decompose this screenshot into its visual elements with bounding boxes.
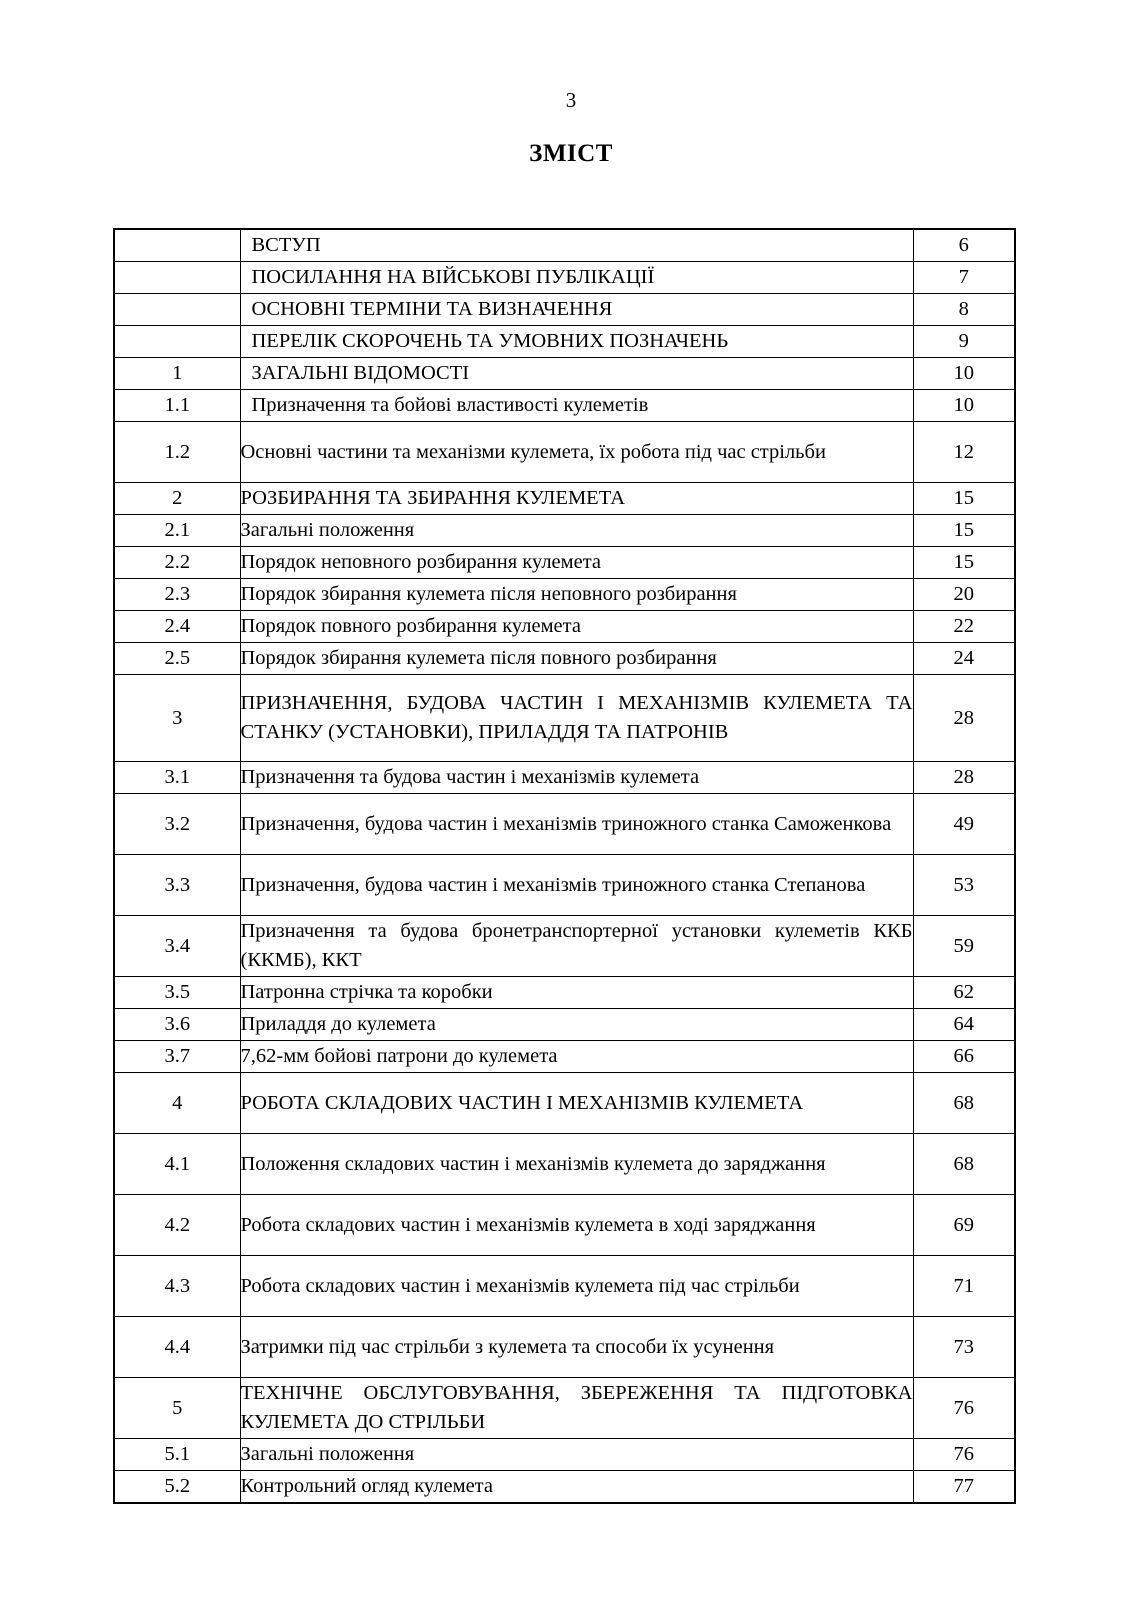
table-row [114, 294, 1015, 326]
toc-entry-title [240, 977, 913, 1009]
toc-entry-title-text: Порядок збирання кулемета після неповного розбирання [240, 583, 737, 605]
toc-entry-title [240, 1195, 913, 1256]
table-row [114, 262, 1015, 294]
toc-entry-title-text: 7,62-мм бойові патрони до кулемета [240, 1045, 558, 1067]
toc-section-number: 3.4 [114, 916, 240, 977]
toc-section-number: 4 [114, 1073, 240, 1134]
table-row [114, 1041, 1015, 1073]
toc-entry-title-text: Порядок неповного розбирання кулемета [240, 551, 602, 573]
toc-entry-title [240, 855, 913, 916]
toc-section-number: 2 [114, 483, 240, 515]
table-row [114, 1009, 1015, 1041]
table-row [114, 1317, 1015, 1378]
table-row [114, 1256, 1015, 1317]
toc-page-number: 64 [913, 1009, 1015, 1041]
toc-section-number: 2.4 [114, 611, 240, 643]
toc-entry-title-text: Порядок повного розбирання кулемета [240, 615, 581, 637]
toc-section-number: 3.5 [114, 977, 240, 1009]
toc-page-number: 15 [913, 515, 1015, 547]
table-row [114, 1471, 1015, 1504]
toc-entry-title [240, 611, 913, 643]
toc-section-number: 3.7 [114, 1041, 240, 1073]
table-row [114, 1134, 1015, 1195]
toc-entry-title-text: ПЕРЕЛІК СКОРОЧЕНЬ ТА УМОВНИХ ПОЗНАЧЕНЬ [251, 330, 729, 352]
toc-page-number: 53 [913, 855, 1015, 916]
toc-entry-title-text: ОСНОВНІ ТЕРМІНИ ТА ВИЗНАЧЕННЯ [251, 298, 613, 320]
toc-page-number: 8 [913, 294, 1015, 326]
toc-entry-title-text: Контрольний огляд кулемета [240, 1475, 493, 1497]
toc-page-number: 10 [913, 358, 1015, 390]
toc-section-number: 1 [114, 358, 240, 390]
toc-section-number: 4.2 [114, 1195, 240, 1256]
toc-entry-title [240, 1041, 913, 1073]
table-row [114, 390, 1015, 422]
toc-section-number: 3.2 [114, 794, 240, 855]
toc-entry-title [240, 515, 913, 547]
table-row [114, 229, 1015, 262]
toc-entry-title-text: Основні частини та механізми кулемета, їх робота під час стрільби [240, 440, 826, 463]
toc-page-number: 20 [913, 579, 1015, 611]
toc-entry-title-text: Затримки під час стрільби з кулемета та способи їх усунення [240, 1335, 775, 1358]
toc-page-number: 15 [913, 483, 1015, 515]
table-row [114, 762, 1015, 794]
table-row [114, 916, 1015, 977]
toc-table [113, 228, 1016, 1504]
toc-entry-title-text: Приладдя до кулемета [240, 1013, 436, 1035]
table-row [114, 1195, 1015, 1256]
toc-page-number: 9 [913, 326, 1015, 358]
toc-section-number: 5.1 [114, 1439, 240, 1471]
toc-entry-title [240, 1134, 913, 1195]
toc-entry-title [240, 422, 913, 483]
toc-page-number: 15 [913, 547, 1015, 579]
toc-section-number [114, 229, 240, 262]
toc-page-number: 76 [913, 1439, 1015, 1471]
table-row [114, 579, 1015, 611]
toc-entry-title [240, 1471, 913, 1504]
toc-section-number: 3.3 [114, 855, 240, 916]
toc-entry-title [240, 794, 913, 855]
toc-section-number: 2.1 [114, 515, 240, 547]
toc-entry-title [240, 390, 913, 422]
toc-page-number: 6 [913, 229, 1015, 262]
toc-page-number: 59 [913, 916, 1015, 977]
toc-entry-title-text: Загальні положення [240, 519, 415, 541]
toc-page-number: 76 [913, 1378, 1015, 1439]
toc-entry-title [240, 1073, 913, 1134]
toc-entry-title-text: РОБОТА СКЛАДОВИХ ЧАСТИН І МЕХАНІЗМІВ КУЛЕМЕТА [240, 1091, 804, 1114]
table-row [114, 515, 1015, 547]
toc-page-number: 68 [913, 1134, 1015, 1195]
toc-page-number: 77 [913, 1471, 1015, 1504]
toc-section-number: 1.2 [114, 422, 240, 483]
toc-entry-title-text: Призначення та будова частин і механізмів кулемета [240, 766, 700, 788]
toc-section-number [114, 262, 240, 294]
table-row [114, 675, 1015, 762]
toc-entry-title-text: ТЕХНІЧНЕ ОБСЛУГОВУВАННЯ, ЗБЕРЕЖЕННЯ ТА ПІДГОТОВКА КУЛЕМЕТА ДО СТРІЛЬБИ [240, 1382, 913, 1433]
toc-section-number: 5.2 [114, 1471, 240, 1504]
toc-entry-title-text: Патронна стрічка та коробки [240, 981, 493, 1003]
toc-entry-title [240, 1317, 913, 1378]
toc-page-number: 10 [913, 390, 1015, 422]
toc-table-body [114, 229, 1015, 1503]
toc-section-number: 2.3 [114, 579, 240, 611]
toc-page-number: 22 [913, 611, 1015, 643]
toc-entry-title-text: Робота складових частин і механізмів кулемета під час стрільби [240, 1274, 800, 1297]
table-row [114, 855, 1015, 916]
toc-page-number: 12 [913, 422, 1015, 483]
table-row [114, 1378, 1015, 1439]
toc-entry-title-text: Порядок збирання кулемета після повного розбирання [240, 647, 717, 669]
toc-section-number [114, 326, 240, 358]
toc-section-number: 3.6 [114, 1009, 240, 1041]
table-row [114, 483, 1015, 515]
table-row [114, 794, 1015, 855]
table-row [114, 1073, 1015, 1134]
toc-entry-title-text: Призначення, будова частин і механізмів триножного станка Саможенкова [240, 812, 892, 835]
toc-entry-title-text: Робота складових частин і механізмів кулемета в ході заряджання [240, 1213, 816, 1236]
toc-page-number: 28 [913, 762, 1015, 794]
toc-entry-title-text: Призначення та бойові властивості кулеметів [251, 394, 649, 416]
toc-page-number: 73 [913, 1317, 1015, 1378]
toc-entry-title-text: Положення складових частин і механізмів кулемета до заряджання [240, 1152, 826, 1175]
table-row [114, 422, 1015, 483]
toc-page-number: 68 [913, 1073, 1015, 1134]
toc-section-number: 3.1 [114, 762, 240, 794]
toc-page-number: 69 [913, 1195, 1015, 1256]
table-of-contents [113, 228, 1014, 1504]
toc-page-number: 49 [913, 794, 1015, 855]
page-title: ЗМІСТ [529, 140, 613, 167]
toc-section-number: 1.1 [114, 390, 240, 422]
toc-entry-title [240, 229, 913, 262]
toc-entry-title [240, 579, 913, 611]
toc-section-number: 2.5 [114, 643, 240, 675]
table-row [114, 326, 1015, 358]
toc-entry-title [240, 294, 913, 326]
toc-page-number: 7 [913, 262, 1015, 294]
toc-entry-title [240, 1439, 913, 1471]
toc-page-number: 66 [913, 1041, 1015, 1073]
table-row [114, 1439, 1015, 1471]
toc-entry-title-text: Призначення та будова бронетранспортерної установки кулеметів ККБ (ККМБ), ККТ [240, 920, 913, 971]
toc-entry-title [240, 358, 913, 390]
toc-entry-title [240, 262, 913, 294]
toc-entry-title [240, 326, 913, 358]
toc-entry-title-text: ПРИЗНАЧЕННЯ, БУДОВА ЧАСТИН І МЕХАНІЗМІВ КУЛЕМЕТА ТА СТАНКУ (УСТАНОВКИ), ПРИЛАДДЯ ТА ПАТРОНІВ [240, 692, 913, 743]
toc-page-number: 24 [913, 643, 1015, 675]
toc-entry-title [240, 1256, 913, 1317]
table-row [114, 358, 1015, 390]
toc-section-number: 5 [114, 1378, 240, 1439]
toc-section-number [114, 294, 240, 326]
page-number: 3 [565, 88, 577, 112]
toc-page-number: 62 [913, 977, 1015, 1009]
table-row [114, 547, 1015, 579]
toc-entry-title [240, 483, 913, 515]
toc-entry-title [240, 675, 913, 762]
toc-entry-title-text: Призначення, будова частин і механізмів триножного станка Степанова [240, 873, 866, 896]
toc-page-number: 71 [913, 1256, 1015, 1317]
toc-section-number: 2.2 [114, 547, 240, 579]
toc-entry-title [240, 916, 913, 977]
toc-section-number: 4.4 [114, 1317, 240, 1378]
toc-entry-title-text: Загальні положення [240, 1443, 415, 1465]
toc-section-number: 3 [114, 675, 240, 762]
table-row [114, 643, 1015, 675]
toc-entry-title-text: ПОСИЛАННЯ НА ВІЙСЬКОВІ ПУБЛІКАЦІЇ [251, 266, 655, 288]
toc-entry-title-text: ЗАГАЛЬНІ ВІДОМОСТІ [251, 362, 470, 384]
toc-section-number: 4.1 [114, 1134, 240, 1195]
toc-entry-title-text: РОЗБИРАННЯ ТА ЗБИРАННЯ КУЛЕМЕТА [240, 487, 626, 509]
toc-entry-title [240, 643, 913, 675]
toc-page-number: 28 [913, 675, 1015, 762]
toc-entry-title [240, 1009, 913, 1041]
toc-entry-title-text: ВСТУП [251, 234, 321, 256]
toc-entry-title [240, 1378, 913, 1439]
toc-section-number: 4.3 [114, 1256, 240, 1317]
toc-entry-title [240, 762, 913, 794]
toc-entry-title [240, 547, 913, 579]
table-row [114, 977, 1015, 1009]
table-row [114, 611, 1015, 643]
